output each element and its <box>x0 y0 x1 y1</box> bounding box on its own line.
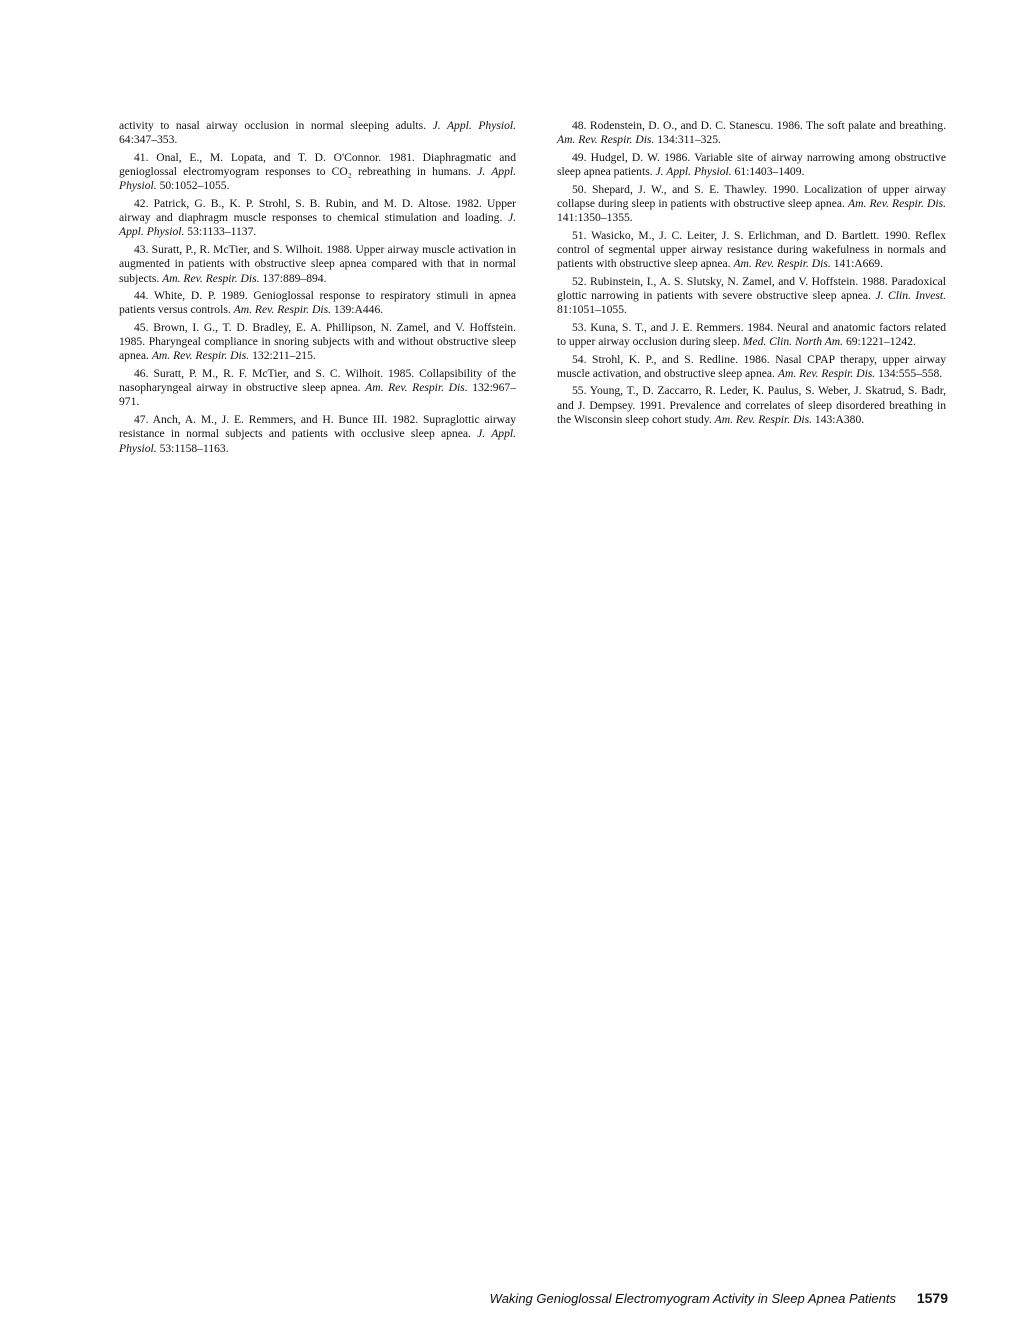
reference-entry: 55. Young, T., D. Zaccarro, R. Leder, K. Paulus, S. Weber, J. Skatrud, S. Badr, and J. Dempsey. 1991. Prevalence and correlates of sleep disordered breathing in the Wisconsin sleep cohort study. Am. Rev. Respir. Dis. 143:A380. <box>557 384 946 426</box>
reference-entry: 52. Rubinstein, I., A. S. Slutsky, N. Zamel, and V. Hoffstein. 1988. Paradoxical glottic narrowing in patients with severe obstructive sleep apnea. J. Clin. Invest. 81:1051–1055. <box>557 274 946 317</box>
reference-entry: 47. Anch, A. M., J. E. Remmers, and H. Bunce III. 1982. Supraglottic airway resistance in normal subjects and patients with occlusive sleep apnea. J. Appl. Physiol. 53:1158–1163. <box>119 412 516 455</box>
reference-entry: 45. Brown, I. G., T. D. Bradley, E. A. Phillipson, N. Zamel, and V. Hoffstein. 1985. Pharyngeal compliance in snoring subjects with and without obstructive sleep apnea. Am. Rev. Respir. Dis. 132:211–215. <box>119 320 516 363</box>
reference-entry: 49. Hudgel, D. W. 1986. Variable site of airway narrowing among obstructive sleep apnea patients. J. Appl. Physiol. 61:1403–1409. <box>557 150 946 179</box>
reference-list-right <box>557 119 946 430</box>
reference-entry: 42. Patrick, G. B., K. P. Strohl, S. B. Rubin, and M. D. Altose. 1982. Upper airway and diaphragm muscle responses to chemical stimulation and loading. J. Appl. Physiol. 53:1133–1137. <box>119 196 516 239</box>
reference-entry: 51. Wasicko, M., J. C. Leiter, J. S. Erlichman, and D. Bartlett. 1990. Reflex control of segmental upper airway resistance during wakefulness in normals and patients with obstructive sleep apnea. Am. Rev. Respir. Dis. 141:A669. <box>557 228 946 271</box>
reference-entry: 53. Kuna, S. T., and J. E. Remmers. 1984. Neural and anatomic factors related to upper airway occlusion during sleep. Med. Clin. North Am. 69:1221–1242. <box>557 320 946 349</box>
reference-entry: 46. Suratt, P. M., R. F. McTier, and S. C. Wilhoit. 1985. Collapsibility of the nasopharyngeal airway in obstructive sleep apnea. Am. Rev. Respir. Dis. 132:967–971. <box>119 366 516 409</box>
reference-entry: 44. White, D. P. 1989. Genioglossal response to respiratory stimuli in apnea patients versus controls. Am. Rev. Respir. Dis. 139:A446. <box>119 289 516 317</box>
running-title: Waking Genioglossal Electromyogram Activity in Sleep Apnea Patients <box>489 1291 896 1306</box>
reference-list-left <box>119 119 516 459</box>
page-number: 1579 <box>916 1290 948 1306</box>
reference-entry: 43. Suratt, P., R. McTier, and S. Wilhoit. 1988. Upper airway muscle activation in augmented in patients with obstructive sleep apnea compared with that in normal subjects. Am. Rev. Respir. Dis. 137:889–894. <box>119 242 516 285</box>
reference-entry: 41. Onal, E., M. Lopata, and T. D. O'Connor. 1981. Diaphragmatic and genioglossal electromyogram responses to CO₂ rebreathing in humans. J. Appl. Physiol. 50:1052–1055. <box>119 150 517 193</box>
page-footer <box>0 1291 948 1311</box>
reference-entry: 54. Strohl, K. P., and S. Redline. 1986. Nasal CPAP therapy, upper airway muscle activation, and obstructive sleep apnea. Am. Rev. Respir. Dis. 134:555–558. <box>557 352 946 380</box>
reference-entry: activity to nasal airway occlusion in normal sleeping adults. J. Appl. Physiol. 64:347–353. <box>119 119 516 147</box>
reference-entry: 50. Shepard, J. W., and S. E. Thawley. 1990. Localization of upper airway collapse during sleep in patients with obstructive sleep apnea. Am. Rev. Respir. Dis. 141:1350–1355. <box>557 182 946 225</box>
reference-entry: 48. Rodenstein, D. O., and D. C. Stanescu. 1986. The soft palate and breathing. Am. Rev. Respir. Dis. 134:311–325. <box>557 119 946 147</box>
